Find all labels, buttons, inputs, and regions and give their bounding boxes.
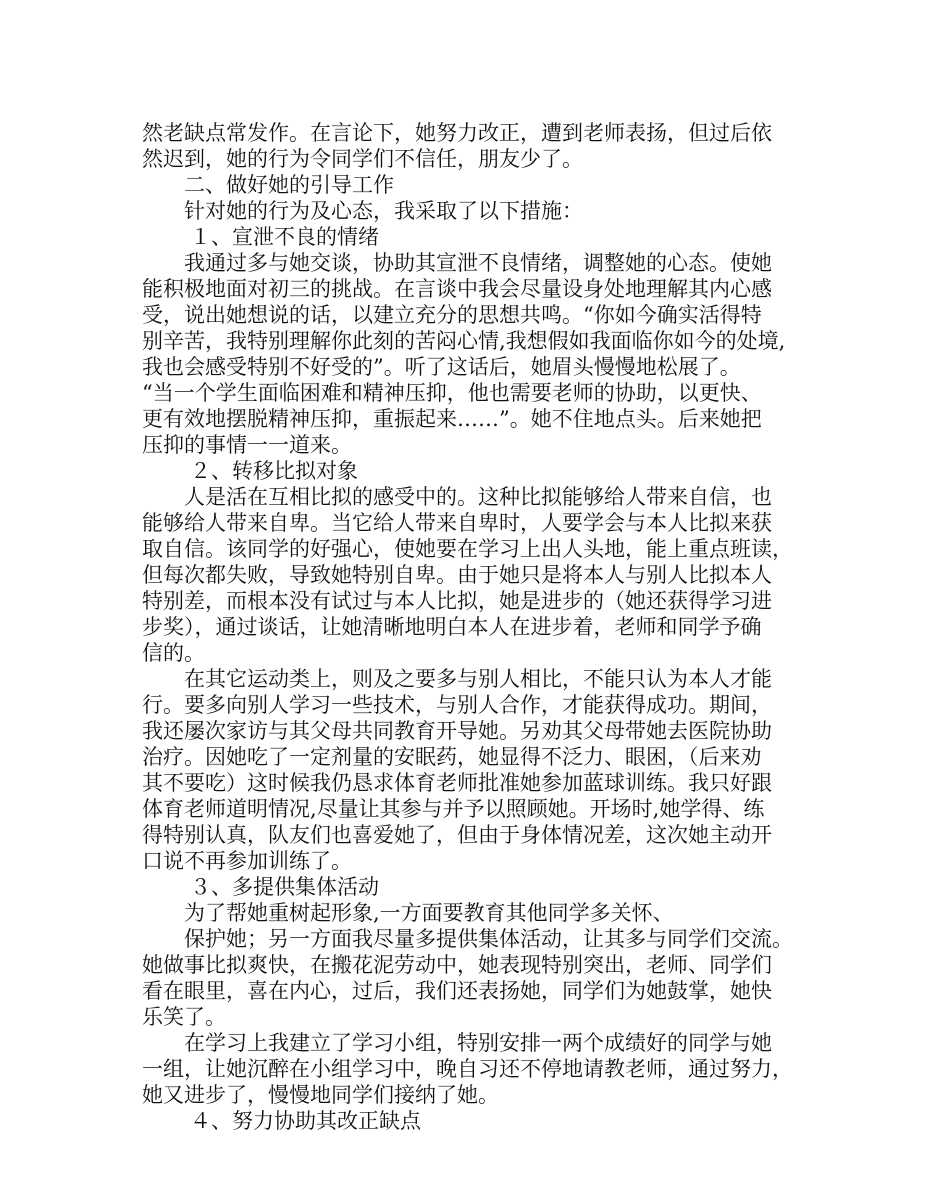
text-line: 能积极地面对初三的挑战。在言谈中我会尽量设身处地理解其内心感	[142, 277, 772, 301]
document-body	[142, 120, 832, 1134]
text-line: 为了帮她重树起形象,一方面要教育其他同学多关怀、	[184, 901, 674, 925]
text-line: 看在眼里，喜在内心，过后，我们还表扬她，同学们为她鼓掌，她快	[142, 979, 772, 1003]
text-line: 其不要吃）这时候我仍恳求体育老师批准她参加蓝球训练。我只好跟	[142, 771, 772, 795]
text-line: 在其它运动类上，则及之要多与别人相比，不能只认为本人才能	[184, 667, 772, 691]
text-line: 我也会感受特别不好受的”。听了这话后，她眉头慢慢地松展了。	[142, 355, 741, 379]
text-line: 然迟到，她的行为令同学们不信任，朋友少了。	[142, 147, 583, 171]
subsection-heading: ３、多提供集体活动	[190, 875, 379, 899]
text-line: 别辛苦，我特别理解你此刻的苦闷心情,我想假如我面临你如今的处境,	[142, 329, 786, 353]
text-line: 她做事比拟爽快，在搬花泥劳动中，她表现特别突出，老师、同学们	[142, 953, 772, 977]
text-line: 保护她；另一方面我尽量多提供集体活动，让其多与同学们交流。	[184, 927, 793, 951]
text-line: 针对她的行为及心态，我采取了以下措施：	[184, 199, 583, 223]
text-line: 我通过多与她交谈，协助其宣泄不良情绪，调整她的心态。使她	[184, 251, 772, 275]
text-line: 能够给人带来自卑。当它给人带来自卑时，人要学会与本人比拟来获	[142, 511, 772, 535]
text-line: 步奖），通过谈话，让她清晰地明白本人在进步着，老师和同学予确	[142, 615, 762, 639]
text-line: 行。要多向别人学习一些技术，与别人合作，才能获得成功。期间，	[142, 693, 772, 717]
text-line: 更有效地摆脱精神压抑，重振起来……”。她不住地点头。后来她把	[142, 407, 762, 431]
text-line: 但每次都失败，导致她特别自卑。由于她只是将本人与别人比拟本人	[142, 563, 772, 587]
text-line: 人是活在互相比拟的感受中的。这种比拟能够给人带来自信，也	[184, 485, 772, 509]
text-line: 口说不再参加训练了。	[142, 849, 352, 873]
text-line: 治疗。因她吃了一定剂量的安眠药，她显得不泛力、眼困，（后来劝	[142, 745, 762, 769]
text-line: 取自信。该同学的好强心，使她要在学习上出人头地，能上重点班读，	[142, 537, 793, 561]
text-line: 她又进步了，慢慢地同学们接纳了她。	[142, 1083, 499, 1107]
text-line: 然老缺点常发作。在言论下，她努力改正，遭到老师表扬，但过后依	[142, 121, 772, 145]
section-heading: 二、做好她的引导工作	[184, 173, 394, 197]
text-line: 体育老师道明情况,尽量让其参与并予以照顾她。开场时,她学得、练	[142, 797, 765, 821]
subsection-heading: ２、转移比拟对象	[190, 459, 358, 483]
text-line: 特别差，而根本没有试过与本人比拟，她是进步的（她还获得学习进	[142, 589, 772, 613]
text-line: 乐笑了。	[142, 1005, 226, 1029]
subsection-heading: ４、努力协助其改正缺点	[190, 1109, 421, 1133]
text-line: 受，说出她想说的话，以建立充分的思想共鸣。“你如今确实活得特	[142, 303, 762, 327]
subsection-heading: １、宣泄不良的情绪	[190, 225, 379, 249]
text-line: 我还屡次家访与其父母共同教育开导她。另劝其父母带她去医院协助	[142, 719, 772, 743]
text-line: 得特别认真，队友们也喜爱她了，但由于身体情况差，这次她主动开	[142, 823, 772, 847]
text-line: 信的。	[142, 641, 205, 665]
text-line: 一组，让她沉醉在小组学习中，晚自习还不停地请教老师，通过努力，	[142, 1057, 793, 1081]
text-line: “当一个学生面临困难和精神压抑，他也需要老师的协助，以更快、	[142, 381, 762, 405]
text-line: 压抑的事情一一道来。	[142, 433, 352, 457]
text-line: 在学习上我建立了学习小组，特别安排一两个成绩好的同学与她	[184, 1031, 772, 1055]
